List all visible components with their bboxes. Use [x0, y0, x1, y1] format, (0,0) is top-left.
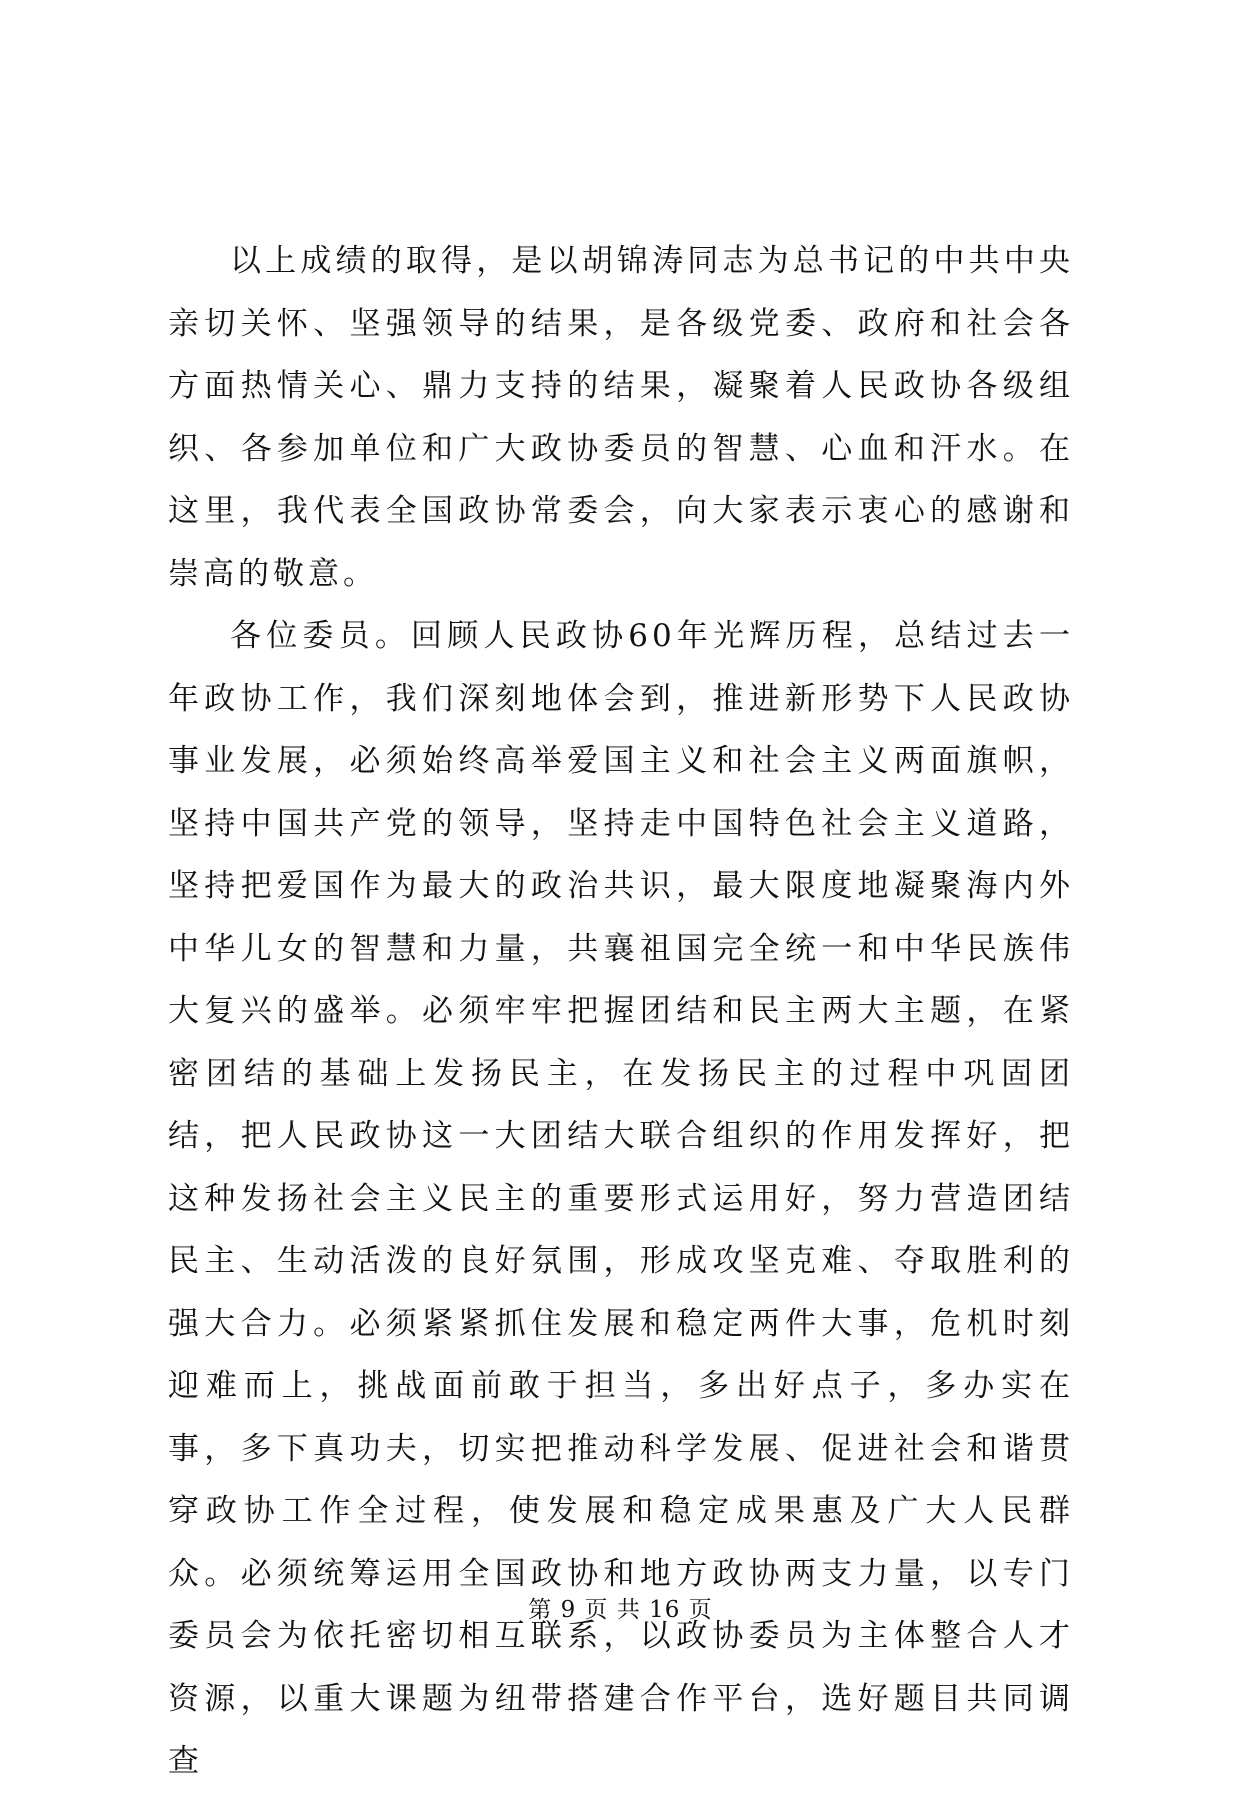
- paragraph-1: 以上成绩的取得，是以胡锦涛同志为总书记的中共中央亲切关怀、坚强领导的结果，是各级党委、政府和社会各方面热情关心、鼎力支持的结果，凝聚着人民政协各级组织、各参加单位和广大政协委员的智慧、心血和汗水。在这里，我代表全国政协常委会，向大家表示衷心的感谢和崇高的敬意。: [168, 243, 1074, 592]
- page-number-footer: 第 9 页 共 16 页: [528, 1597, 713, 1623]
- document-body: [168, 230, 1074, 1793]
- paragraph-2: 各位委员。回顾人民政协60年光辉历程，总结过去一年政协工作，我们深刻地体会到，推进新形势下人民政协事业发展，必须始终高举爱国主义和社会主义两面旗帜，坚持中国共产党的领导，坚持走中国特色社会主义道路，坚持把爱国作为最大的政治共识，最大限度地凝聚海内外中华儿女的智慧和力量，共襄祖国完全统一和中华民族伟大复兴的盛举。必须牢牢把握团结和民主两大主题，在紧密团结的基础上发扬民主，在发扬民主的过程中巩固团结，把人民政协这一大团结大联合组织的作用发挥好，把这种发扬社会主义民主的重要形式运用好，努力营造团结民主、生动活泼的良好氛围，形成攻坚克难、夺取胜利的强大合力。必须紧紧抓住发展和稳定两件大事，危机时刻迎难而上，挑战面前敢于担当，多出好点子，多办实在事，多下真功夫，切实把推动科学发展、促进社会和谐贯穿政协工作全过程，使发展和稳定成果惠及广大人民群众。必须统筹运用全国政协和地方政协两支力量，以专门委员会为依托密切相互联系，以政协委员为主体整合人才资源，以重大课题为纽带搭建合作平台，选好题目共同调查: [168, 618, 1074, 1779]
